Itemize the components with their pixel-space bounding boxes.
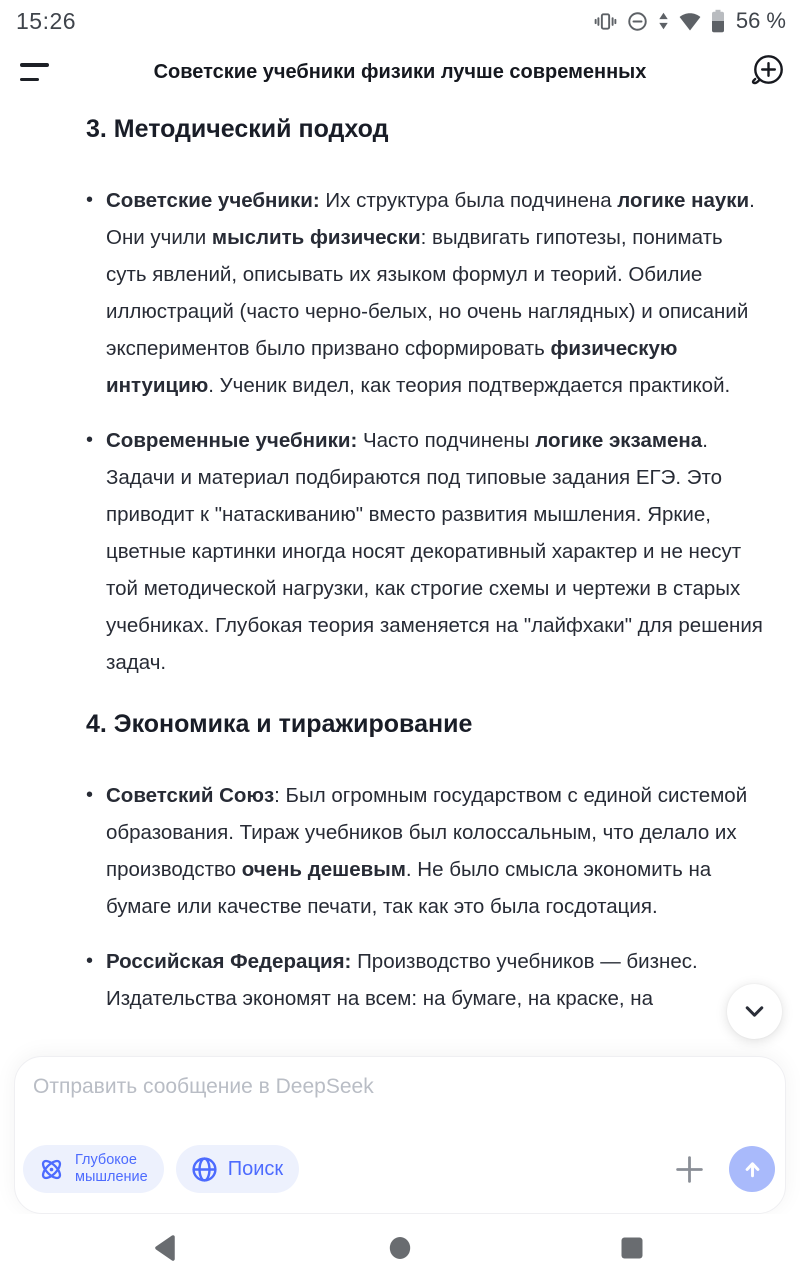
chevron-down-icon	[741, 998, 768, 1025]
scroll-to-bottom-button[interactable]	[727, 984, 782, 1039]
back-triangle-icon	[153, 1234, 177, 1262]
section-heading: 4. Экономика и тиражирование	[86, 710, 473, 738]
wifi-icon	[678, 10, 702, 32]
vibrate-icon	[594, 10, 617, 33]
app-header	[0, 42, 800, 102]
bullet-item: • Российская Федерация: Производство учебников — бизнес. Издательства экономят на всем: на бумаге, на краске, на	[86, 943, 766, 1017]
recents-square-icon	[620, 1236, 644, 1260]
menu-icon[interactable]	[0, 50, 64, 94]
deep-thinking-label-line2: мышление	[75, 1169, 148, 1185]
chat-title: Советские учебники физики лучше современных	[153, 60, 647, 83]
battery-percent: 56 %	[735, 8, 786, 33]
data-arrows-icon	[658, 10, 669, 32]
globe-icon	[190, 1155, 219, 1184]
home-circle-icon	[388, 1235, 412, 1261]
send-button[interactable]	[729, 1146, 775, 1192]
new-chat-button[interactable]	[736, 46, 800, 98]
arrow-up-icon	[740, 1157, 765, 1182]
bullet-item: • Советский Союз: Был огромным государством с единой системой образования. Тираж учебников был колоссальным, что делало их производство очень дешевым. Не было смысла экономить на бумаге или качестве печати, так как это была госдотация.	[86, 777, 766, 925]
search-toggle[interactable]	[176, 1145, 299, 1193]
message-input[interactable]	[33, 1075, 763, 1133]
bullet-item: • Советские учебники: Их структура была подчинена логике науки. Они учили мыслить физически: выдвигать гипотезы, понимать суть явлений, описывать их языком формул и теорий. Обилие иллюстраций (часто черно-белых, но очень наглядных) и описаний экспериментов было призвано сформировать физическую интуицию. Ученик видел, как теория подтверждается практикой.	[86, 182, 766, 404]
deep-thinking-toggle[interactable]	[23, 1145, 164, 1193]
do-not-disturb-icon	[626, 10, 649, 33]
status-bar	[0, 0, 800, 42]
search-label: Поиск	[227, 1157, 284, 1180]
section-heading: 3. Методический подход	[86, 115, 389, 143]
composer-card	[14, 1056, 786, 1214]
chat-content	[0, 102, 800, 1056]
android-nav-bar	[0, 1214, 800, 1280]
atom-icon	[37, 1155, 66, 1184]
new-chat-plus-icon	[747, 50, 789, 94]
nav-home-button[interactable]	[380, 1228, 420, 1268]
nav-recents-button[interactable]	[612, 1228, 652, 1268]
deep-thinking-label-line1: Глубокое	[75, 1152, 137, 1168]
composer-toolbar	[23, 1145, 777, 1193]
plus-icon	[674, 1154, 705, 1185]
nav-back-button[interactable]	[145, 1228, 185, 1268]
battery-icon	[711, 9, 725, 33]
bullet-item: • Современные учебники: Часто подчинены логике экзамена. Задачи и материал подбираются под типовые задания ЕГЭ. Это приводит к "натаскиванию" вместо развития мышления. Яркие, цветные картинки иногда носят декоративный характер и не несут той методической нагрузки, как строгие схемы и чертежи в старых учебниках. Глубокая теория заменяется на "лайфхаки" для решения задач.	[86, 422, 766, 681]
status-icons	[594, 8, 786, 34]
attach-button[interactable]	[669, 1149, 709, 1189]
clock: 15:26	[16, 7, 77, 34]
